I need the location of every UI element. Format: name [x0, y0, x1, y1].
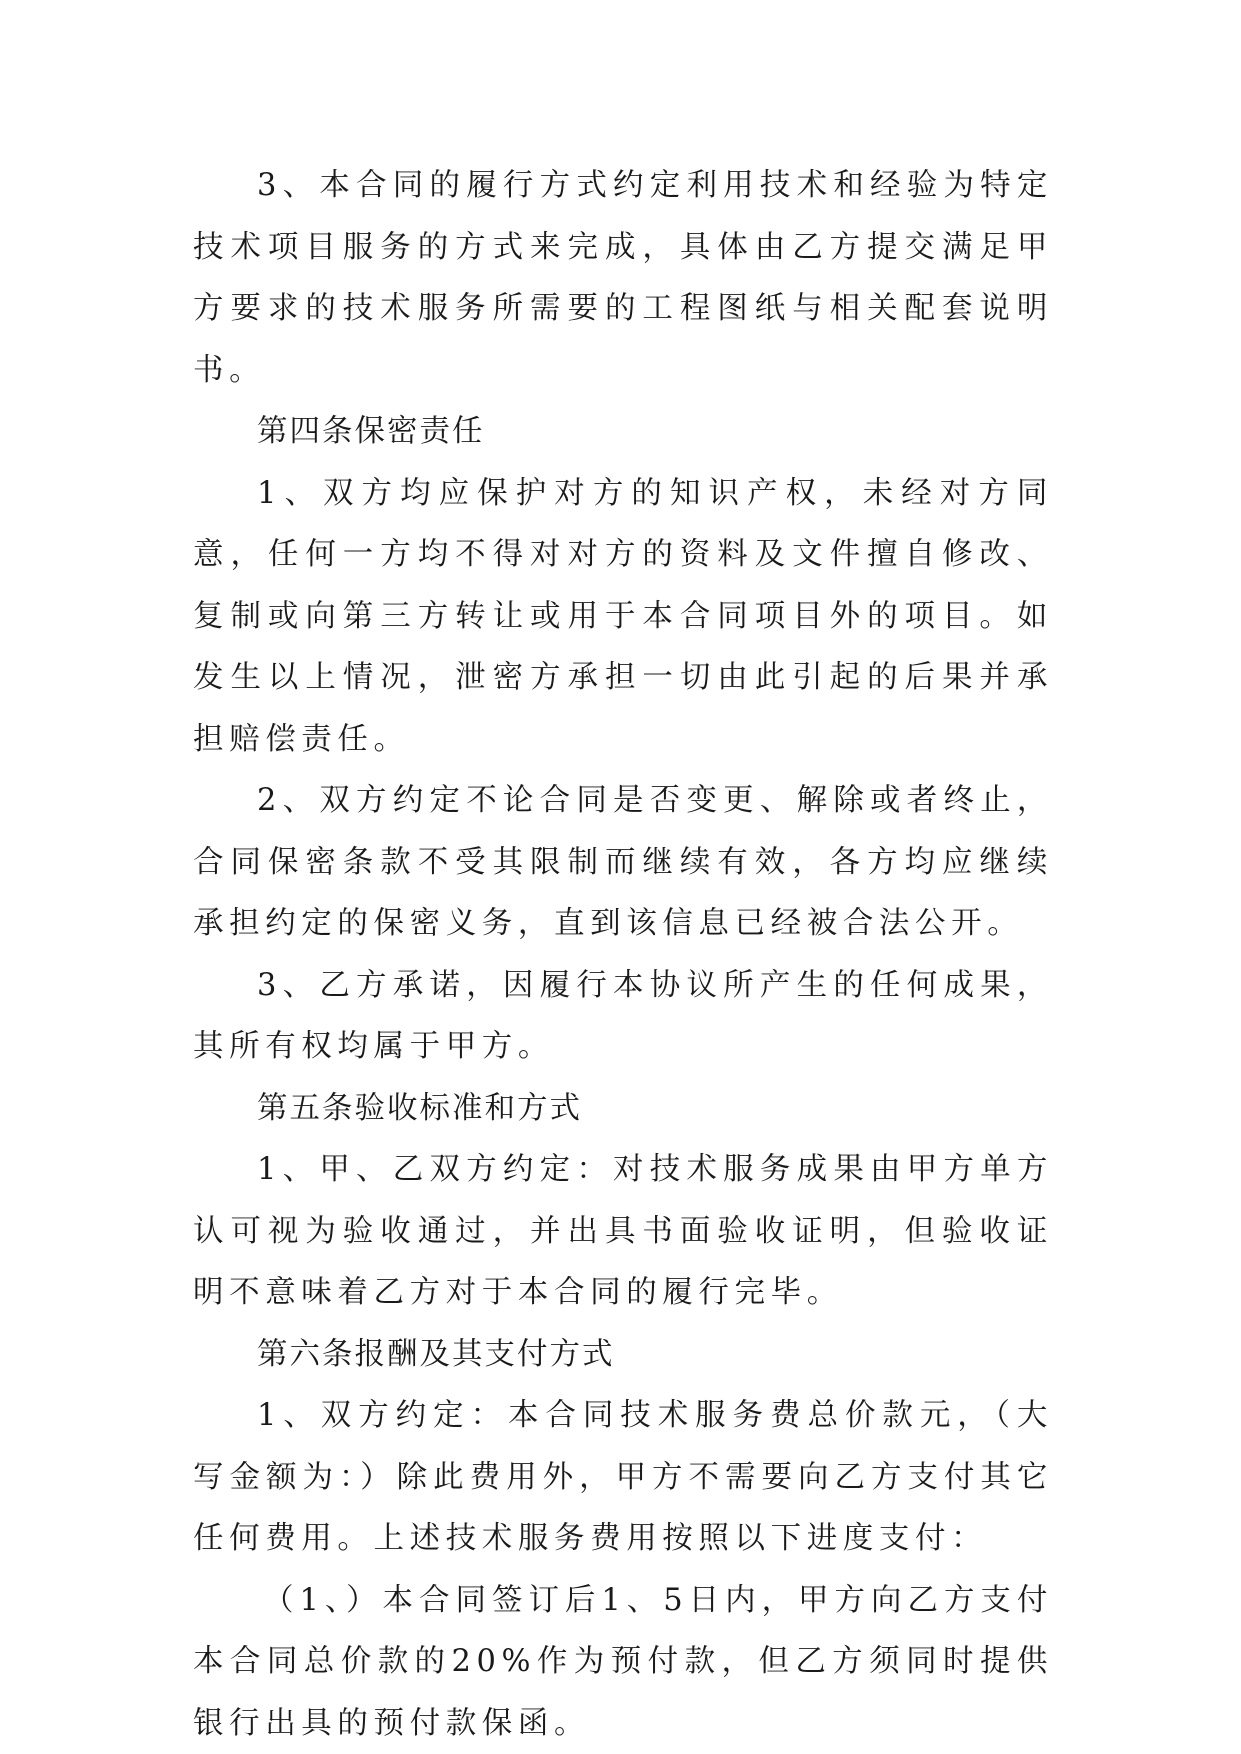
paragraph-clause-6-1-1: （1、）本合同签订后1、5日内，甲方向乙方支付本合同总价款的20%作为预付款，但乙方须同时提供银行出具的预付款保函。 — [193, 1582, 1053, 1741]
paragraph-clause-3-3: 3、本合同的履行方式约定利用技术和经验为特定技术项目服务的方式来完成，具体由乙方提交满足甲方要求的技术服务所需要的工程图纸与相关配套说明书。 — [193, 168, 1053, 388]
paragraph-clause-4-3: 3、乙方承诺，因履行本协议所产生的任何成果，其所有权均属于甲方。 — [193, 967, 1053, 1064]
document-body — [193, 155, 1053, 1754]
paragraph-clause-6-1: 1、双方约定：本合同技术服务费总价款元，（大写金额为：）除此费用外，甲方不需要向乙方支付其它任何费用。上述技术服务费用按照以下进度支付： — [193, 1398, 1053, 1556]
heading-article-6: 第六条报酬及其支付方式 — [257, 1336, 615, 1372]
paragraph-clause-4-1: 1、双方均应保护对方的知识产权，未经对方同意，任何一方均不得对对方的资料及文件擅自修改、复制或向第三方转让或用于本合同项目外的项目。如发生以上情况，泄密方承担一切由此引起的后果并承担赔偿责任。 — [193, 475, 1053, 757]
heading-article-5: 第五条验收标准和方式 — [257, 1090, 582, 1126]
heading-article-4: 第四条保密责任 — [257, 414, 485, 449]
paragraph-clause-4-2: 2、双方约定不论合同是否变更、解除或者终止，合同保密条款不受其限制而继续有效，各方均应继续承担约定的保密义务，直到该信息已经被合法公开。 — [193, 783, 1053, 941]
paragraph-clause-5-1: 1、甲、乙双方约定：对技术服务成果由甲方单方认可视为验收通过，并出具书面验收证明，但验收证明不意味着乙方对于本合同的履行完毕。 — [193, 1152, 1053, 1310]
